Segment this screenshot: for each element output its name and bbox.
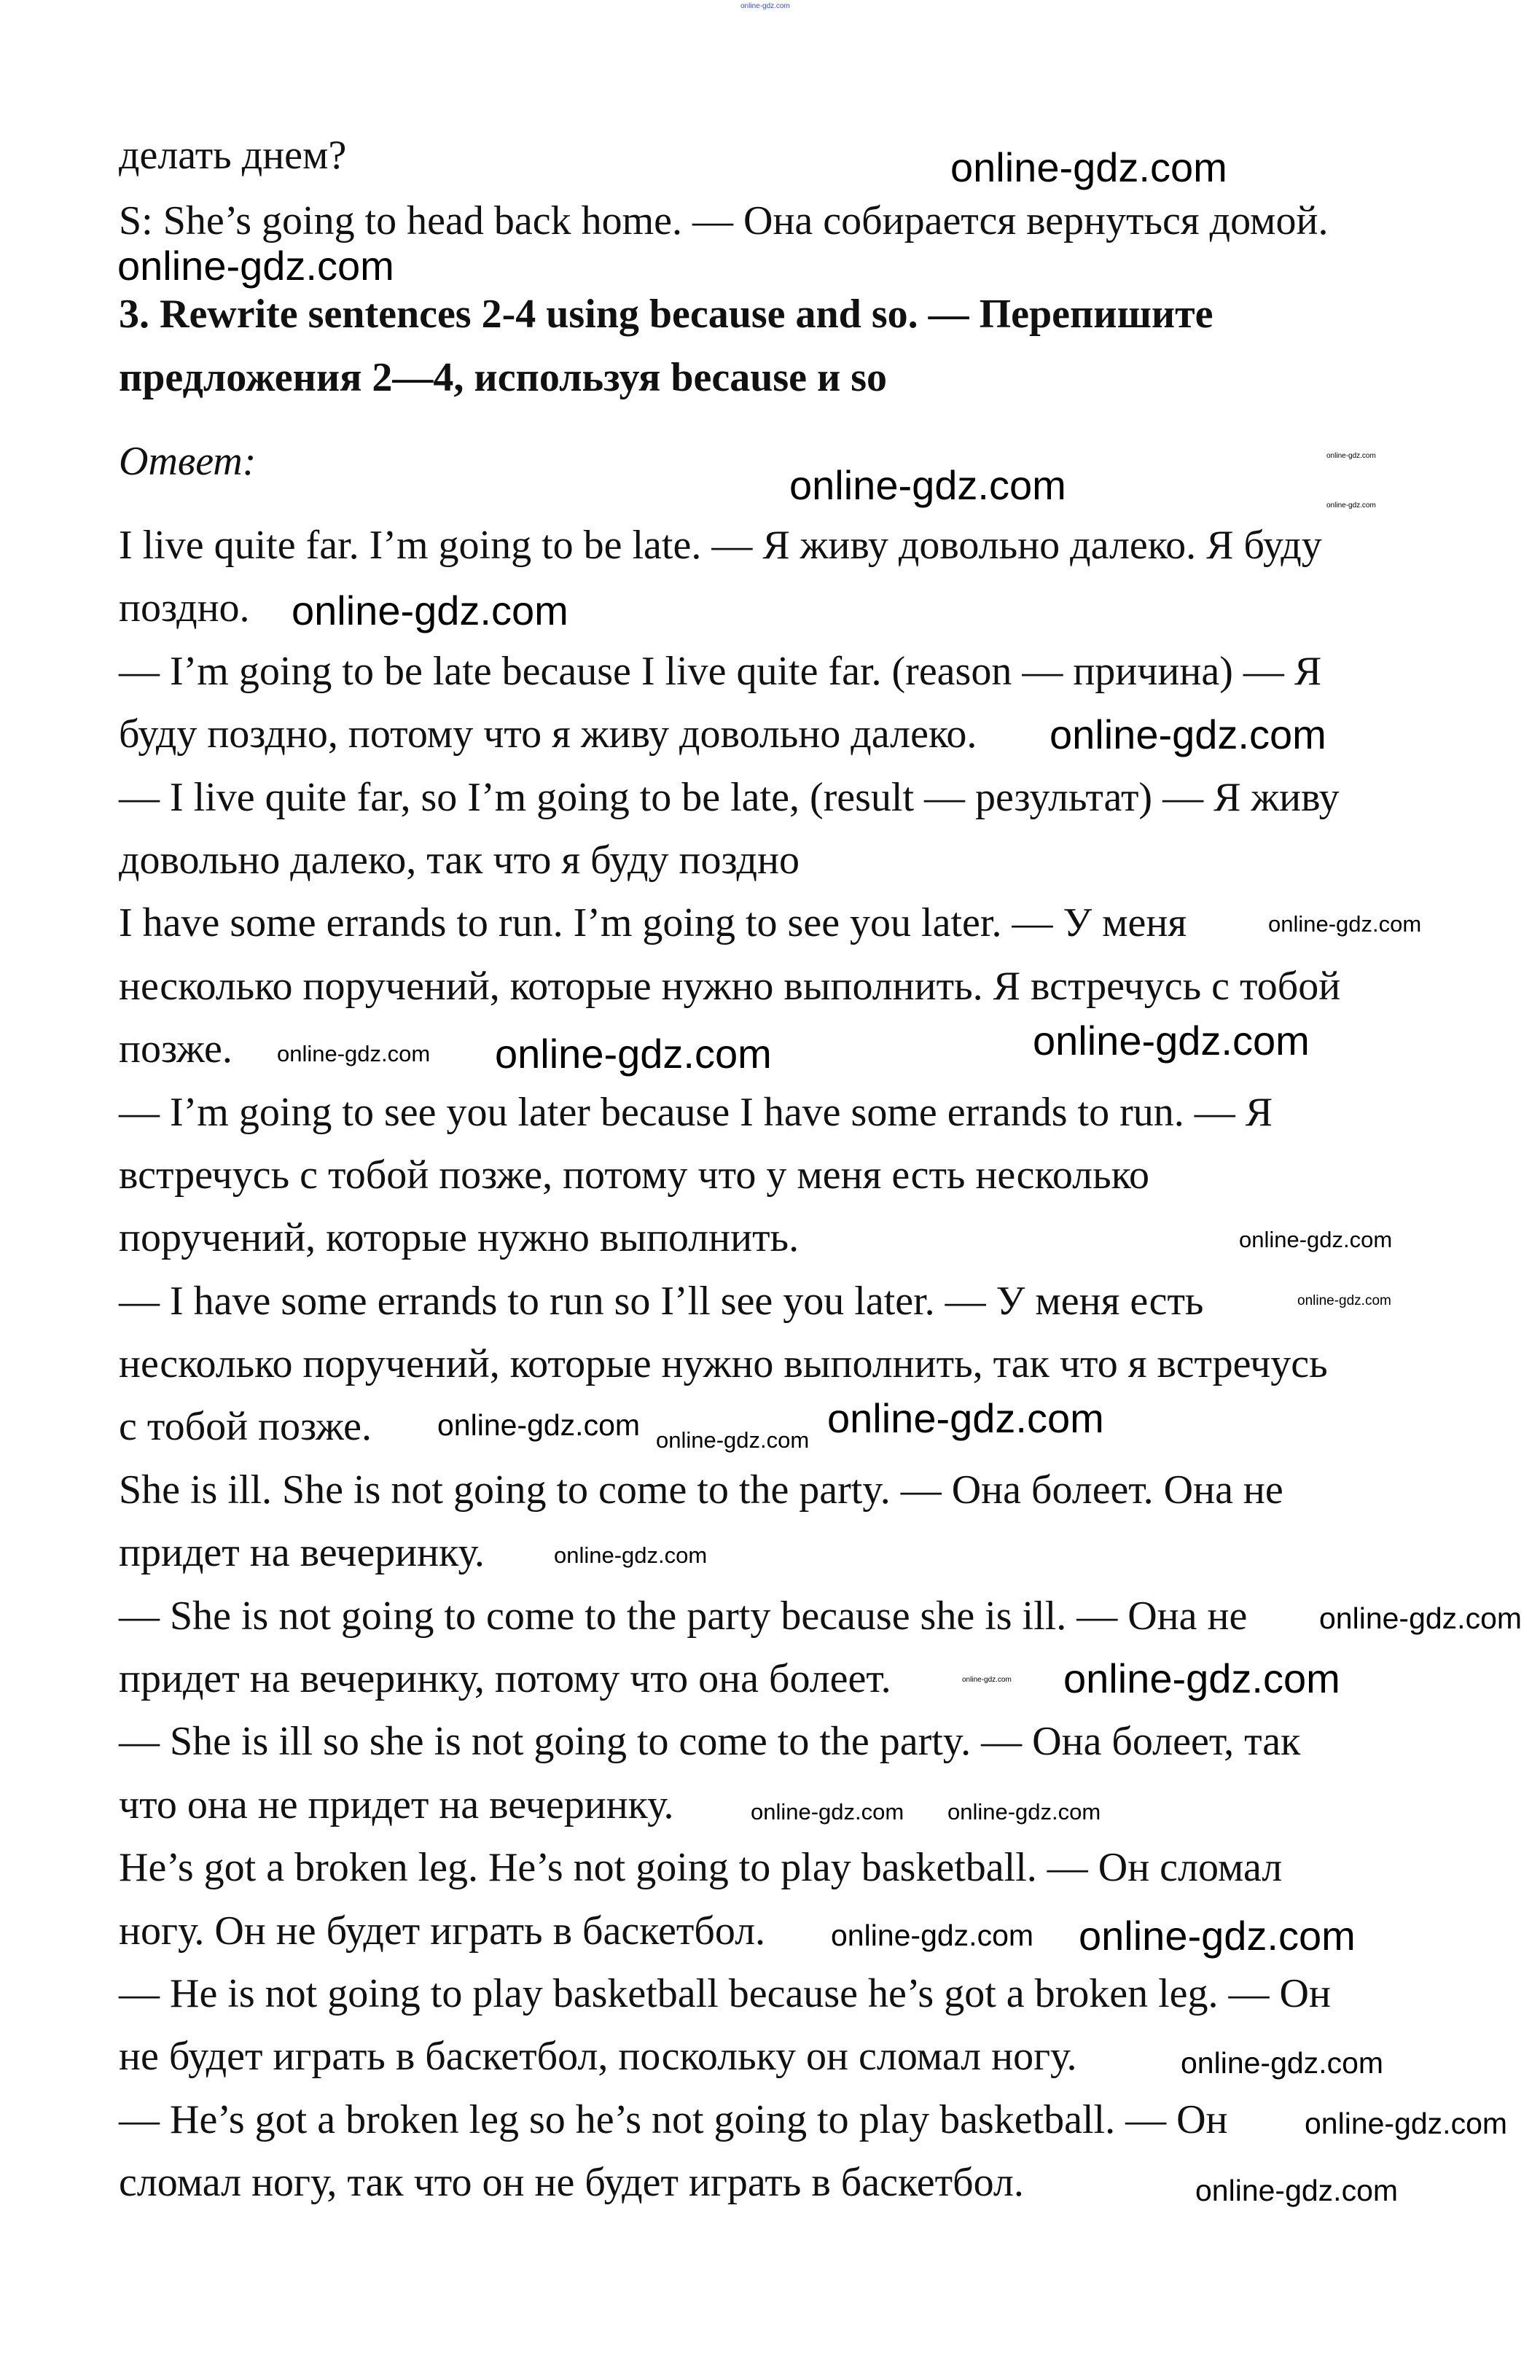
answer-line: поручений, которые нужно выполнить. bbox=[119, 1215, 800, 1261]
watermark: online-gdz.com bbox=[789, 462, 1066, 508]
answer-line: She is ill. She is not going to come to the party. — Она болеет. Она не bbox=[119, 1467, 1283, 1513]
watermark: online-gdz.com bbox=[740, 2, 790, 10]
answer-line: — She is ill so she is not going to come to the party. — Она болеет, так bbox=[119, 1719, 1301, 1765]
watermark: online-gdz.com bbox=[1297, 1293, 1391, 1308]
answer-line: несколько поручений, которые нужно выполнить. Я встречусь с тобой bbox=[119, 963, 1341, 1009]
answer-line: — He is not going to play basketball because he’s got a broken leg. — Он bbox=[119, 1970, 1331, 2016]
task-title-line-1: 3. Rewrite sentences 2-4 using because and so. — Перепишите bbox=[119, 292, 1213, 337]
answer-line: позже. bbox=[119, 1026, 232, 1072]
answer-label: Ответ: bbox=[119, 439, 257, 484]
watermark: online-gdz.com bbox=[1319, 1601, 1523, 1635]
answer-line: сломал ногу, так что он не будет играть в баскетбол. bbox=[119, 2160, 1024, 2206]
answer-line: — She is not going to come to the party because she is ill. — Она не bbox=[119, 1593, 1248, 1639]
watermark: online-gdz.com bbox=[1239, 1227, 1393, 1252]
answer-line: He’s got a broken leg. He’s not going to play basketball. — Он сломал bbox=[119, 1845, 1283, 1891]
answer-line: I have some errands to run. I’m going to see you later. — У меня bbox=[119, 900, 1187, 946]
task-title-line-2: предложения 2—4, используя because и so bbox=[119, 355, 888, 400]
watermark: online-gdz.com bbox=[117, 243, 394, 289]
watermark: online-gdz.com bbox=[1195, 2174, 1399, 2207]
answer-line: — He’s got a broken leg so he’s not going to play basketball. — Он bbox=[119, 2096, 1228, 2142]
watermark: online-gdz.com bbox=[950, 144, 1227, 190]
watermark: online-gdz.com bbox=[437, 1408, 641, 1442]
answer-line: поздно. bbox=[119, 585, 250, 631]
answer-line: не будет играть в баскетбол, поскольку он сломал ногу. bbox=[119, 2034, 1077, 2080]
answer-line: придет на вечеринку. bbox=[119, 1530, 485, 1576]
watermark: online-gdz.com bbox=[495, 1031, 772, 1077]
watermark: online-gdz.com bbox=[962, 1676, 1012, 1684]
watermark: online-gdz.com bbox=[277, 1041, 431, 1066]
watermark: online-gdz.com bbox=[1268, 911, 1422, 937]
watermark: online-gdz.com bbox=[1181, 2046, 1384, 2080]
watermark: online-gdz.com bbox=[1050, 711, 1326, 757]
watermark: online-gdz.com bbox=[831, 1919, 1034, 1952]
watermark: online-gdz.com bbox=[1326, 452, 1376, 460]
answer-line: что она не придет на вечеринку. bbox=[119, 1782, 674, 1827]
watermark: online-gdz.com bbox=[292, 588, 568, 633]
intro-line-2: S: She’s going to head back home. — Она собирается вернуться домой. bbox=[119, 198, 1329, 243]
watermark: online-gdz.com bbox=[1305, 2107, 1508, 2140]
watermark: online-gdz.com bbox=[947, 1799, 1101, 1825]
answer-line: — I’m going to be late because I live quite far. (reason — причина) — Я bbox=[119, 648, 1322, 694]
answer-line: встречусь с тобой позже, потому что у меня есть несколько bbox=[119, 1152, 1149, 1198]
watermark: online-gdz.com bbox=[1326, 502, 1376, 510]
answer-line: — I have some errands to run so I’ll see you later. — У меня есть bbox=[119, 1278, 1204, 1324]
intro-line-1: делать днем? bbox=[119, 133, 347, 178]
answer-line: несколько поручений, которые нужно выполнить, так что я встречусь bbox=[119, 1341, 1328, 1387]
answer-line: I live quite far. I’m going to be late. — Я живу довольно далеко. Я буду bbox=[119, 523, 1322, 568]
watermark: online-gdz.com bbox=[554, 1542, 708, 1568]
answer-line: придет на вечеринку, потому что она болеет. bbox=[119, 1656, 891, 1702]
watermark: online-gdz.com bbox=[1033, 1018, 1310, 1064]
answer-line: буду поздно, потому что я живу довольно далеко. bbox=[119, 711, 977, 757]
watermark: online-gdz.com bbox=[1079, 1913, 1356, 1959]
answer-line: — I live quite far, so I’m going to be late, (result — результат) — Я живу bbox=[119, 774, 1340, 820]
answer-line: — I’m going to see you later because I have some errands to run. — Я bbox=[119, 1089, 1273, 1135]
watermark: online-gdz.com bbox=[827, 1395, 1104, 1441]
watermark: online-gdz.com bbox=[1063, 1655, 1340, 1701]
answer-line: ногу. Он не будет играть в баскетбол. bbox=[119, 1908, 766, 1954]
answer-body bbox=[119, 522, 1340, 2223]
watermark: online-gdz.com bbox=[656, 1427, 810, 1453]
answer-line: с тобой позже. bbox=[119, 1404, 372, 1450]
answer-line: довольно далеко, так что я буду поздно bbox=[119, 837, 800, 883]
watermark: online-gdz.com bbox=[751, 1799, 904, 1825]
